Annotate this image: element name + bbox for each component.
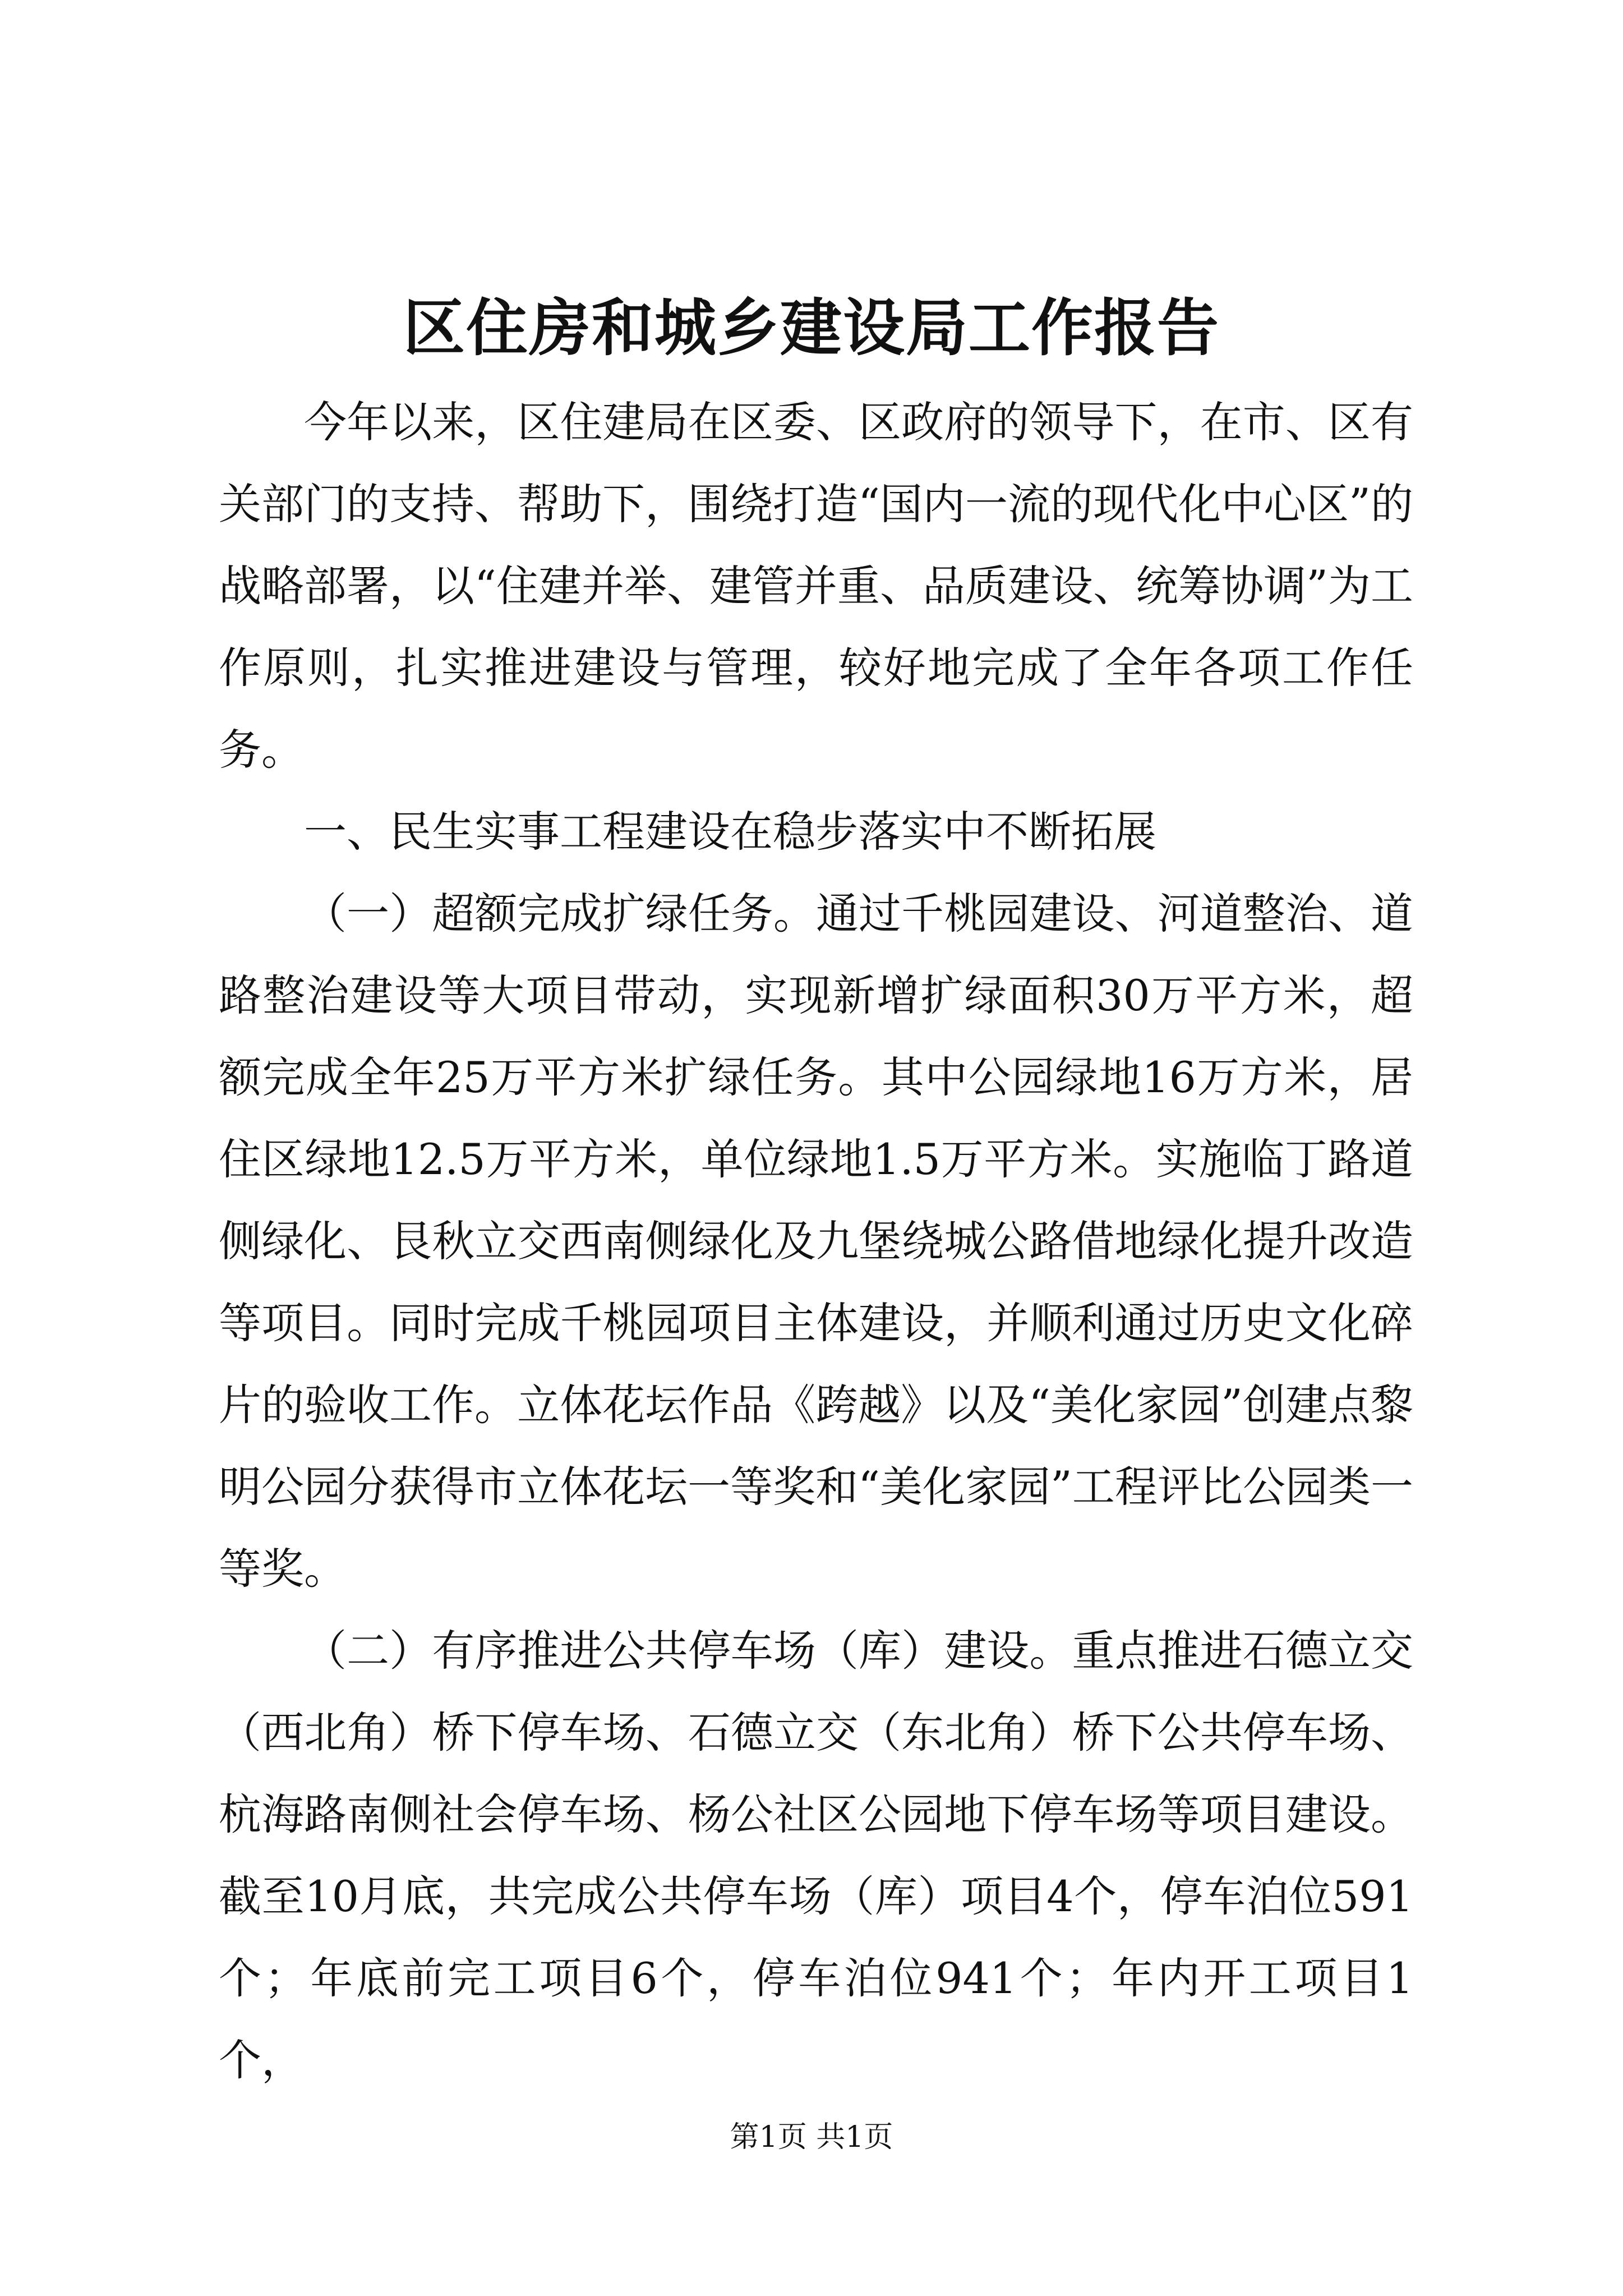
subsection-paragraph-2: （二）有序推进公共停车场（库）建设。重点推进石德立交（西北角）桥下停车场、石德立交（东北角）桥下公共停车场、杭海路南侧社会停车场、杨公社区公园地下停车场等项目建设。截至10月底，共完成公共停车场（库）项目4个，停车泊位591个；年底前完工项目6个，停车泊位941个；年内开工项目1个， — [219, 1626, 1413, 2085]
document-body — [219, 381, 1413, 2101]
subsection-paragraph-1: （一）超额完成扩绿任务。通过千桃园建设、河道整治、道路整治建设等大项目带动，实现新增扩绿面积30万平方米，超额完成全年25万平方米扩绿任务。其中公园绿地16万方米，居住区绿地12.5万平方米，单位绿地1.5万平方米。实施临丁路道侧绿化、艮秋立交西南侧绿化及九堡绕城公路借地绿化提升改造等项目。同时完成千桃园项目主体建设，并顺利通过历史文化碎片的验收工作。立体花坛作品《跨越》以及“美化家园”创建点黎明公园分获得市立体花坛一等奖和“美化家园”工程评比公园类一等奖。 — [219, 889, 1413, 1594]
intro-paragraph: 今年以来，区住建局在区委、区政府的领导下，在市、区有关部门的支持、帮助下，围绕打造“国内一流的现代化中心区”的战略部署，以“住建并举、建管并重、品质建设、统筹协调”为工作原则，扎实推进建设与管理，较好地完成了全年各项工作任务。 — [219, 397, 1413, 775]
document-title: 区住房和城乡建设局工作报告 — [403, 292, 1220, 364]
section-heading-1: 一、民生实事工程建设在稳步落实中不断拓展 — [304, 807, 1156, 857]
page-footer: 第1页 共1页 — [730, 2120, 893, 2154]
